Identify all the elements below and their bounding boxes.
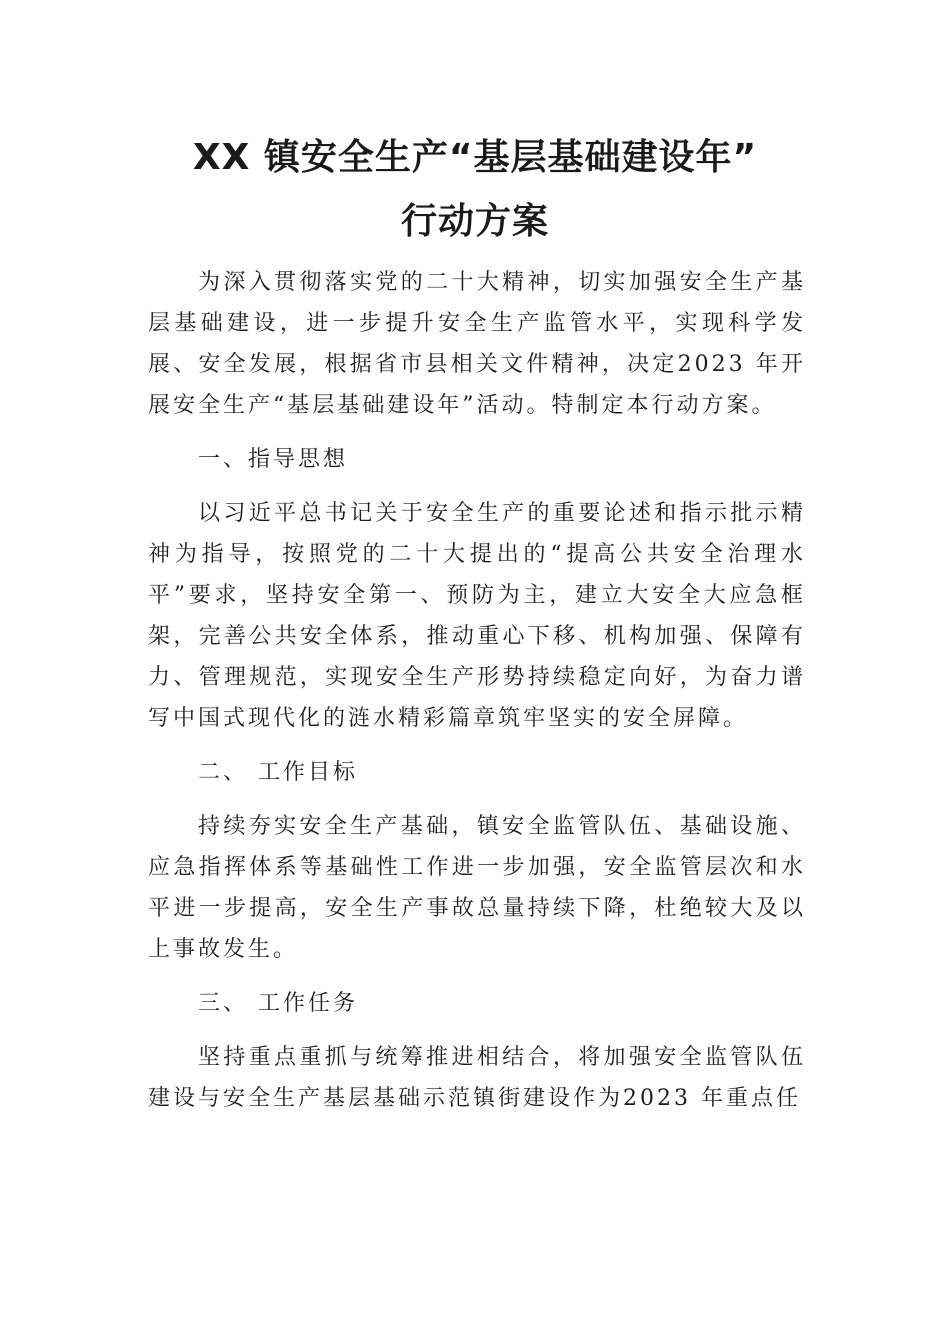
work-goals-paragraph: 持续夯实安全生产基础，镇安全监管队伍、基础设施、应急指挥体系等基础性工作进一步加强，安全监管层次和水平进一步提高，安全生产事故总量持续下降，杜绝较大及以上事故发生。 xyxy=(148,814,806,962)
document-title-line-2: 行动方案 xyxy=(400,201,549,242)
section-heading-guiding-thought: 一、指导思想 xyxy=(198,447,349,472)
section-heading-work-tasks: 三、 工作任务 xyxy=(198,991,358,1016)
work-tasks-paragraph: 坚持重点重抓与统筹推进相结合，将加强安全监管队伍建设与安全生产基层基础示范镇街建设作为2023 年重点任 xyxy=(148,1045,806,1111)
intro-paragraph: 为深入贯彻落实党的二十大精神，切实加强安全生产基层基础建设，进一步提升安全生产监管水平，实现科学发展、安全发展，根据省市县相关文件精神，决定2023 年开展安全生产“基层基础建设年”活动。特制定本行动方案。 xyxy=(148,270,806,418)
guiding-thought-paragraph: 以习近平总书记关于安全生产的重要论述和指示批示精神为指导，按照党的二十大提出的“提高公共安全治理水平”要求，坚持安全第一、预防为主，建立大安全大应急框架，完善公共安全体系，推动重心下移、机构加强、保障有力、管理规范，实现安全生产形势持续稳定向好，为奋力谱写中国式现代化的涟水精彩篇章筑牢坚实的安全屏障。 xyxy=(148,501,806,731)
document-title-line-1: XX 镇安全生产“基层基础建设年” xyxy=(192,137,758,178)
section-heading-work-goals: 二、 工作目标 xyxy=(198,760,358,785)
document-body xyxy=(148,262,806,1119)
